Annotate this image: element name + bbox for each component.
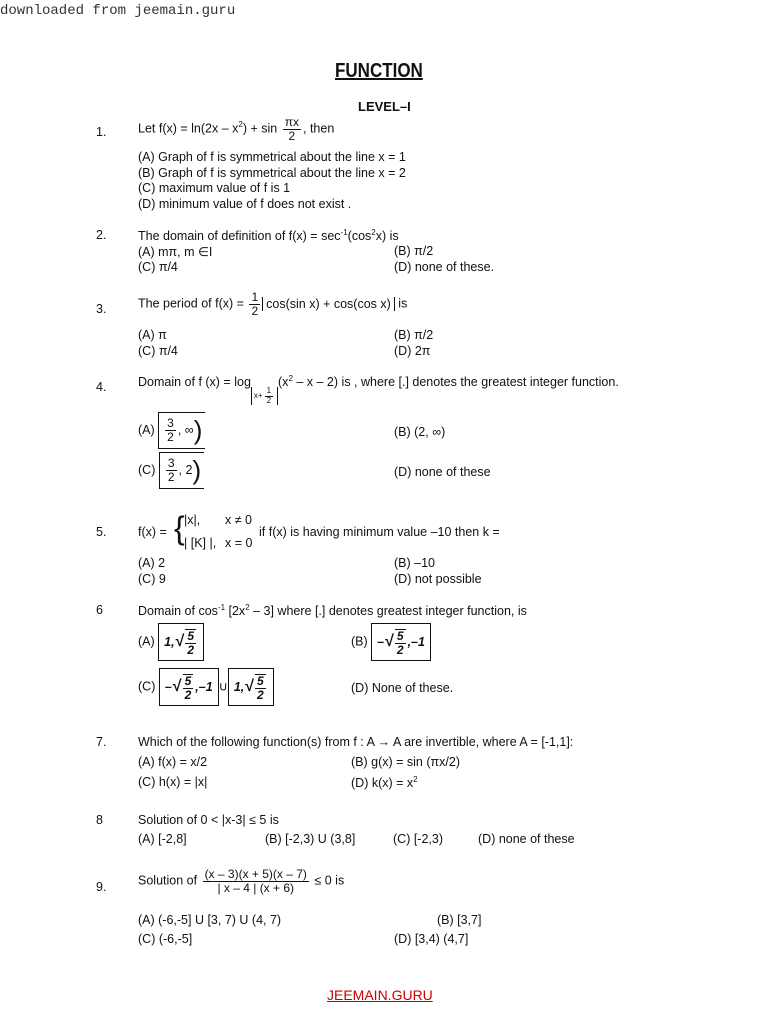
q4-option-a: [138, 412, 205, 449]
option-label: (A): [138, 422, 155, 437]
question-number: 5.: [96, 525, 107, 539]
q6-option-b: [351, 623, 431, 661]
sqrt-icon: √: [174, 633, 184, 650]
q5-case-2: | [K] |,: [184, 536, 217, 550]
interval-tail: , ∞: [177, 422, 194, 437]
footer-link[interactable]: JEEMAIN.GURU: [327, 987, 433, 1003]
fraction: [283, 116, 301, 142]
denominator: 2: [187, 642, 195, 657]
q1-option-c: (C) maximum value of f is 1: [138, 181, 291, 195]
fraction: [249, 291, 260, 317]
denominator: 2: [288, 128, 296, 143]
interval-tail: , 2: [178, 462, 193, 477]
q9-option-a: (A) (-6,-5] U [3, 7) U (4, 7): [138, 913, 282, 927]
stem-text: x) is: [375, 229, 399, 244]
question-1-stem: [138, 116, 334, 142]
q5-cond-2: x = 0: [225, 536, 253, 550]
q2-option-a: (A) mπ, m ∈I: [138, 245, 213, 259]
question-9-stem: [138, 868, 344, 894]
fraction: [185, 629, 196, 656]
q5-option-d: (D) not possible: [394, 572, 482, 586]
stem-text: (x: [278, 375, 289, 390]
brace-icon: {: [174, 510, 185, 546]
denominator: 2: [251, 303, 259, 318]
bracket-expression: [262, 297, 395, 311]
sqrt-icon: √: [244, 678, 254, 695]
question-8-stem: Solution of 0 < |x-3| ≤ 5 is: [138, 813, 279, 827]
question-number: 7.: [96, 735, 107, 749]
source-header: downloaded from jeemain.guru: [0, 3, 236, 19]
page-title: FUNCTION: [335, 60, 423, 82]
stem-text: The domain of definition of f(x) = sec: [138, 229, 341, 244]
numerator: 3: [167, 456, 175, 471]
stem-text: is , where [.] denotes the greatest integer function.: [341, 375, 619, 390]
superscript: 2: [238, 120, 243, 130]
q3-option-a: (A) π: [138, 328, 167, 342]
q4-option-c: [138, 452, 204, 489]
superscript: 2: [288, 374, 293, 383]
question-number: 3.: [96, 302, 107, 316]
q9-option-d: (D) [3,4) (4,7]: [394, 932, 469, 946]
numerator: 5: [187, 629, 195, 644]
option-label: (B): [351, 634, 368, 649]
q5-option-a: (A) 2: [138, 556, 166, 570]
q5-option-b: (B) –10: [394, 556, 435, 570]
fraction: [165, 417, 176, 443]
q8-option-d: (D) none of these: [478, 832, 575, 846]
minus-sign: –: [377, 635, 385, 649]
close-paren: ): [192, 455, 202, 485]
option-label: (C): [138, 679, 156, 694]
numerator: 5: [257, 674, 264, 689]
interval-start: 1,: [233, 680, 245, 694]
q3-option-c: (C) π/4: [138, 344, 178, 358]
interval: [159, 668, 219, 706]
q6-option-a: [138, 623, 204, 661]
fraction: [255, 674, 266, 701]
question-number: 2.: [96, 228, 107, 242]
stem-text: The period of f(x) =: [138, 296, 244, 311]
numerator: 3: [167, 416, 174, 431]
q4-option-d: (D) none of these: [394, 465, 491, 479]
denominator: 2: [257, 687, 264, 702]
numerator: (x – 3)(x + 5)(x – 7): [204, 867, 307, 881]
q2-option-b: (B) π/2: [394, 244, 434, 258]
numerator: πx: [284, 115, 299, 129]
q5-case-1: |x|,: [184, 513, 201, 527]
stem-text: Domain of cos: [138, 604, 218, 619]
q7-option-a: (A) f(x) = x/2: [138, 755, 208, 769]
stem-text: Domain of f (x) = log: [138, 375, 251, 390]
superscript: 2: [413, 775, 418, 784]
stem-text: – 3] where [.] denotes greatest integer function, is: [249, 604, 527, 619]
q5-option-c: (C) 9: [138, 572, 166, 586]
option-label: (C): [138, 462, 156, 477]
base-text: x+: [253, 391, 263, 401]
question-number: 1.: [96, 125, 107, 139]
q7-option-c: (C) h(x) = |x|: [138, 775, 208, 789]
stem-text: – x – 2): [292, 375, 339, 390]
sqrt-icon: √: [171, 678, 181, 695]
q4-option-b: (B) (2, ∞): [394, 425, 446, 439]
interval: [158, 623, 204, 661]
q1-option-d: (D) minimum value of f does not exist .: [138, 197, 352, 211]
interval: [158, 412, 205, 449]
q5-stem-lead: f(x) =: [138, 525, 167, 539]
question-number: 8: [96, 813, 103, 827]
denominator: | x – 4 | (x + 6): [217, 880, 295, 895]
q9-option-c: (C) (-6,-5]: [138, 932, 193, 946]
option-label: (A): [138, 634, 155, 649]
q2-option-c: (C) π/4: [138, 260, 178, 274]
interval-start: 1,: [164, 635, 175, 649]
q1-option-b: (B) Graph of f is symmetrical about the line x = 2: [138, 166, 406, 180]
question-6-stem: [138, 603, 527, 618]
q1-option-a: (A) Graph of f is symmetrical about the line x = 1: [138, 150, 406, 164]
stem-text: ) + sin: [242, 121, 278, 136]
q7-option-d: [351, 775, 418, 790]
denominator: 2: [266, 395, 272, 405]
q8-option-b: (B) [-2,3) U (3,8]: [265, 832, 356, 846]
denominator: 2: [184, 687, 192, 702]
fraction: [203, 868, 309, 894]
numerator: 1: [266, 386, 272, 396]
q2-option-d: (D) none of these.: [394, 260, 495, 274]
q7-option-b: (B) g(x) = sin (πx/2): [351, 755, 460, 769]
q3-option-b: (B) π/2: [394, 328, 434, 342]
interval-end: ,–1: [195, 680, 213, 694]
stem-text: , then: [303, 121, 335, 136]
interval: [159, 452, 204, 489]
q6-option-c: [138, 668, 274, 706]
numerator: 5: [396, 629, 404, 644]
question-number: 4.: [96, 380, 107, 394]
question-2-stem: [138, 228, 399, 243]
fraction: [166, 457, 177, 483]
option-text: (D) k(x) = x: [351, 776, 414, 791]
superscript: -1: [217, 603, 226, 612]
question-3-stem: [138, 291, 407, 317]
fraction: [265, 387, 273, 405]
sqrt-icon: √: [384, 633, 393, 650]
log-base: [251, 387, 278, 405]
stem-text: (cos: [347, 229, 372, 244]
level-heading: LEVEL–I: [358, 99, 411, 114]
stem-text: is: [398, 296, 408, 311]
stem-text: Let f(x) = ln(2x – x: [138, 121, 239, 136]
numerator: 1: [251, 290, 259, 304]
question-number: 9.: [96, 880, 107, 894]
stem-text: [2x: [225, 604, 246, 619]
fraction: [395, 629, 406, 656]
minus-sign: –: [164, 680, 172, 694]
q3-option-d: (D) 2π: [394, 344, 431, 358]
q9-option-b: (B) [3,7]: [437, 913, 482, 927]
interval: [371, 623, 431, 661]
inner-expression: cos(sin x) + cos(cos x): [266, 297, 391, 312]
denominator: 2: [396, 642, 404, 657]
q6-option-d: (D) None of these.: [351, 681, 454, 695]
union-symbol: ∪: [218, 679, 228, 694]
stem-text: Solution of: [138, 873, 198, 888]
denominator: 2: [167, 470, 175, 484]
question-7-stem: Which of the following function(s) from f : A → A are invertible, where A = [-1,1]:: [138, 735, 574, 749]
fraction: [183, 674, 194, 701]
denominator: 2: [167, 430, 174, 444]
question-number: 6: [96, 603, 103, 617]
superscript: 2: [245, 603, 250, 612]
question-4-stem: [138, 374, 619, 405]
interval: [228, 668, 274, 706]
q8-option-a: (A) [-2,8]: [138, 832, 187, 846]
q8-option-c: (C) [-2,3): [393, 832, 443, 846]
close-paren: ): [193, 415, 203, 445]
stem-text: ≤ 0 is: [314, 873, 345, 888]
numerator: 5: [184, 674, 192, 689]
superscript: 2: [371, 228, 376, 237]
interval-end: ,–1: [407, 635, 425, 649]
q5-stem-tail: if f(x) is having minimum value –10 then k =: [259, 525, 500, 539]
superscript: -1: [340, 228, 348, 237]
q5-cond-1: x ≠ 0: [225, 513, 253, 527]
